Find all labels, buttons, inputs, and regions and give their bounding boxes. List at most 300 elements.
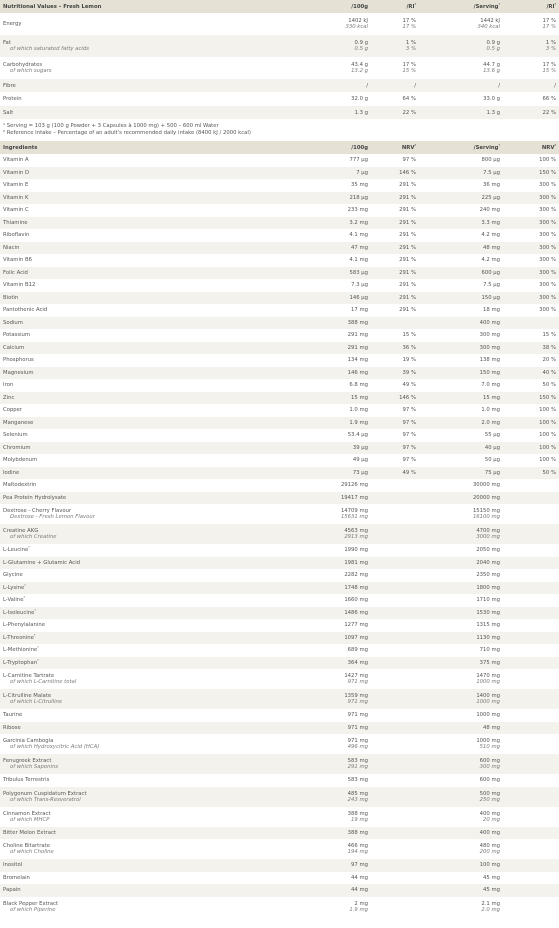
row-label xyxy=(0,329,287,342)
cell-line: Inositol xyxy=(3,862,23,869)
cell-subline: of which sugars xyxy=(10,68,52,74)
cell-line: 22 % xyxy=(542,109,556,116)
cell-line: 7.5 µg xyxy=(483,282,500,289)
row-value xyxy=(419,204,503,217)
row-value xyxy=(503,644,559,657)
row-value xyxy=(287,839,371,859)
row-value xyxy=(419,504,503,524)
row-value xyxy=(503,544,559,557)
cell-subline: 1000 mg xyxy=(476,679,500,685)
row-label xyxy=(0,884,287,897)
row-value xyxy=(503,787,559,807)
cell-line: 388 mg xyxy=(347,319,368,326)
table-row xyxy=(0,839,559,859)
cell-line: 100 % xyxy=(539,444,556,451)
row-value xyxy=(371,242,419,255)
row-value xyxy=(287,217,371,230)
row-value xyxy=(419,657,503,670)
cell-line: 150 % xyxy=(539,394,556,401)
row-value xyxy=(371,317,419,330)
cell-line: Polygonum Cuspidatum Extract xyxy=(3,790,87,797)
cell-line: 300 % xyxy=(539,244,556,251)
row-label xyxy=(0,154,287,167)
cell-line: 375 mg xyxy=(479,659,500,666)
row-value xyxy=(419,217,503,230)
cell-line: Potassium xyxy=(3,332,31,339)
row-value xyxy=(287,57,371,79)
row-label xyxy=(0,217,287,230)
row-label xyxy=(0,689,287,709)
table-row xyxy=(0,454,559,467)
cell-line: Bitter Melon Extract xyxy=(3,829,56,836)
cell-line: 300 % xyxy=(539,182,556,189)
nutrition-body xyxy=(0,13,559,141)
cell-subline: 17 % xyxy=(542,24,556,30)
row-value xyxy=(371,884,419,897)
row-value xyxy=(503,594,559,607)
cell-line: 300 mg xyxy=(479,332,500,339)
row-value xyxy=(371,859,419,872)
table-row xyxy=(0,479,559,492)
row-value xyxy=(287,454,371,467)
row-value xyxy=(371,544,419,557)
row-value xyxy=(371,632,419,645)
cell-line: 32.0 g xyxy=(351,96,368,102)
cell-line: 300 % xyxy=(539,294,556,301)
cell-line: 1.3 g xyxy=(486,109,500,116)
table-row xyxy=(0,154,559,167)
row-label xyxy=(0,827,287,840)
row-value xyxy=(503,379,559,392)
row-value xyxy=(371,644,419,657)
cell-line: 39 µg xyxy=(352,444,368,451)
cell-line: 583 µg xyxy=(349,269,368,276)
row-value xyxy=(419,279,503,292)
row-value xyxy=(371,807,419,827)
row-value xyxy=(419,379,503,392)
row-value xyxy=(503,897,559,917)
row-value xyxy=(503,467,559,480)
row-value xyxy=(287,859,371,872)
row-label xyxy=(0,92,287,106)
row-value xyxy=(287,544,371,557)
cell-line: Ribose xyxy=(3,724,21,731)
cell-subline: 15 % xyxy=(542,68,556,74)
cell-subline: of which L-Carnitine total xyxy=(10,679,77,685)
row-value xyxy=(371,35,419,57)
row-value xyxy=(371,217,419,230)
row-label xyxy=(0,754,287,774)
cell-line: 291 mg xyxy=(347,344,368,351)
cell-line: 1990 mg xyxy=(344,547,368,554)
row-label xyxy=(0,267,287,280)
cell-subline: of which Saponins xyxy=(10,764,59,770)
row-value xyxy=(287,807,371,827)
cell-line: 146 µg xyxy=(349,294,368,301)
cell-line: / xyxy=(414,82,416,89)
row-value xyxy=(371,267,419,280)
row-label xyxy=(0,35,287,57)
cell-line: 600 mg xyxy=(479,758,500,764)
row-value xyxy=(371,594,419,607)
row-value xyxy=(287,267,371,280)
row-value xyxy=(503,607,559,620)
row-value xyxy=(287,504,371,524)
table-row xyxy=(0,734,559,754)
cell-subline: 1000 mg xyxy=(476,699,500,705)
cell-line: 22 % xyxy=(402,109,416,116)
cell-line: 291 % xyxy=(399,194,416,201)
row-value xyxy=(287,897,371,917)
cell-line: 53.4 µg xyxy=(347,432,368,439)
cell-line: 1470 mg xyxy=(476,673,500,679)
row-value xyxy=(419,632,503,645)
table-row xyxy=(0,242,559,255)
table-row xyxy=(0,644,559,657)
row-label xyxy=(0,807,287,827)
row-value xyxy=(287,884,371,897)
cell-line: 138 mg xyxy=(479,357,500,364)
cell-line: Black Pepper Extract xyxy=(3,900,59,907)
row-value xyxy=(419,544,503,557)
cell-line: 500 mg xyxy=(479,790,500,797)
cell-line: 17 mg xyxy=(351,307,368,314)
row-value xyxy=(371,734,419,754)
table-row xyxy=(0,557,559,570)
row-label xyxy=(0,242,287,255)
cell-subline: 250 mg xyxy=(479,796,500,803)
row-value xyxy=(371,229,419,242)
row-value xyxy=(419,192,503,205)
row-value xyxy=(503,492,559,505)
row-value xyxy=(503,669,559,689)
cell-line: Bromelain xyxy=(3,874,30,881)
cell-line: 291 % xyxy=(399,269,416,276)
cell-line: Vitamin A xyxy=(3,157,29,164)
row-value xyxy=(371,722,419,735)
row-value xyxy=(287,569,371,582)
cell-line: Pantothenic Acid xyxy=(3,307,48,314)
row-value xyxy=(287,429,371,442)
cell-line: 583 mg xyxy=(347,758,368,764)
cell-subline: 291 mg xyxy=(347,764,368,770)
row-value xyxy=(419,557,503,570)
row-value xyxy=(503,524,559,544)
cell-line: 710 mg xyxy=(479,647,500,654)
cell-line: Zinc xyxy=(3,394,15,401)
column-header: $/RI^{^2}$ xyxy=(406,2,416,10)
row-value xyxy=(287,417,371,430)
cell-line: 1000 mg xyxy=(476,738,500,744)
cell-subline: 17 % xyxy=(402,24,416,30)
cell-line: L-Glutamine + Glutamic Acid xyxy=(3,559,81,566)
cell-subline: 0.5 g xyxy=(354,46,368,52)
row-value xyxy=(287,379,371,392)
cell-line: 4.1 mg xyxy=(349,257,368,264)
cell-line: L-Lysine$^{^3}$ xyxy=(3,583,26,591)
cell-line: 1442 kJ xyxy=(480,18,500,24)
cell-line: 291 % xyxy=(399,294,416,301)
row-value xyxy=(371,504,419,524)
row-value xyxy=(419,417,503,430)
cell-subline: 13.6 g xyxy=(483,68,500,74)
row-value xyxy=(419,669,503,689)
row-value xyxy=(287,342,371,355)
table-row xyxy=(0,106,559,119)
row-label xyxy=(0,669,287,689)
cell-line: Taurine xyxy=(3,712,23,719)
cell-line: Vitamin B12 xyxy=(3,282,36,289)
cell-line: 33.0 g xyxy=(483,96,500,102)
cell-subline: 15631 mg xyxy=(340,514,368,520)
table-row xyxy=(0,279,559,292)
table-row xyxy=(0,379,559,392)
cell-line: Vitamin D xyxy=(3,169,30,176)
cell-line: Phosphorus xyxy=(3,357,34,364)
row-value xyxy=(371,657,419,670)
row-label xyxy=(0,354,287,367)
row-value xyxy=(503,179,559,192)
table-row xyxy=(0,582,559,595)
row-value xyxy=(503,417,559,430)
row-value xyxy=(503,154,559,167)
cell-line: 2350 mg xyxy=(476,572,500,579)
row-value xyxy=(503,709,559,722)
cell-line: 4563 mg xyxy=(344,528,368,534)
cell-line: 1981 mg xyxy=(344,559,368,566)
row-label xyxy=(0,57,287,79)
cell-line: 50 % xyxy=(542,382,556,389)
cell-line: 19417 mg xyxy=(340,494,368,501)
column-header: /100g xyxy=(351,3,368,10)
row-label xyxy=(0,569,287,582)
cell-line: 45 mg xyxy=(483,887,500,894)
row-value xyxy=(371,79,419,92)
row-value xyxy=(503,619,559,632)
cell-subline: 2913 mg xyxy=(344,534,368,540)
ingredients-table xyxy=(0,141,559,917)
cell-line: 1.0 mg xyxy=(481,407,500,414)
row-value xyxy=(287,392,371,405)
cell-line: 400 mg xyxy=(479,829,500,836)
row-label xyxy=(0,774,287,787)
row-value xyxy=(287,317,371,330)
row-value xyxy=(371,467,419,480)
cell-line: 44 mg xyxy=(351,887,368,894)
cell-line: 971 mg xyxy=(347,712,368,719)
table-row xyxy=(0,392,559,405)
row-value xyxy=(503,429,559,442)
row-value xyxy=(287,467,371,480)
row-value xyxy=(371,204,419,217)
cell-line: 97 % xyxy=(402,457,416,464)
row-value xyxy=(419,179,503,192)
cell-subline: 971 mg xyxy=(347,679,368,685)
cell-line: 300 % xyxy=(539,257,556,264)
cell-line: / xyxy=(366,82,368,89)
cell-line: 97 % xyxy=(402,432,416,439)
cell-line: L-Phenylalanine xyxy=(3,622,45,629)
cell-line: 300 % xyxy=(539,194,556,201)
row-value xyxy=(503,807,559,827)
cell-line: Niacin xyxy=(3,244,20,251)
cell-line: L-Isoleucine$^{^3}$ xyxy=(3,608,36,616)
row-value xyxy=(419,442,503,455)
table-row xyxy=(0,57,559,79)
cell-subline: 510 mg xyxy=(479,744,500,750)
row-value xyxy=(503,57,559,79)
cell-line: 1315 mg xyxy=(476,622,500,629)
cell-line: Manganese xyxy=(3,419,34,426)
cell-line: 300 % xyxy=(539,207,556,214)
cell-subline: of which Choline xyxy=(10,849,54,855)
table-row xyxy=(0,192,559,205)
row-label xyxy=(0,479,287,492)
row-value xyxy=(419,689,503,709)
row-value xyxy=(503,204,559,217)
row-value xyxy=(419,242,503,255)
cell-line: 1.9 mg xyxy=(349,419,368,426)
cell-line: 15 % xyxy=(402,332,416,339)
cell-subline: of which Creatine xyxy=(10,534,57,540)
cell-subline: 16100 mg xyxy=(472,514,500,520)
table-row xyxy=(0,13,559,35)
row-label xyxy=(0,859,287,872)
table-row xyxy=(0,354,559,367)
row-value xyxy=(419,367,503,380)
cell-line: 218 µg xyxy=(349,194,368,201)
cell-line: 971 mg xyxy=(347,724,368,731)
row-value xyxy=(371,787,419,807)
table-row xyxy=(0,404,559,417)
row-value xyxy=(419,454,503,467)
cell-line: Carbohydrates xyxy=(3,62,43,68)
row-label xyxy=(0,417,287,430)
cell-subline: 300 mg xyxy=(479,764,500,770)
row-value xyxy=(287,632,371,645)
cell-line: 97 mg xyxy=(351,862,368,869)
row-value xyxy=(419,774,503,787)
cell-line: 20 % xyxy=(542,357,556,364)
cell-line: 45 mg xyxy=(483,874,500,881)
row-value xyxy=(287,229,371,242)
cell-line: 15 mg xyxy=(351,394,368,401)
table-row xyxy=(0,827,559,840)
row-label xyxy=(0,167,287,180)
cell-line: 19 % xyxy=(402,357,416,364)
row-label xyxy=(0,204,287,217)
cell-line: 1.0 mg xyxy=(349,407,368,414)
cell-line: 1 % xyxy=(405,40,416,46)
row-value xyxy=(503,35,559,57)
row-value xyxy=(503,229,559,242)
row-value xyxy=(371,754,419,774)
row-value xyxy=(287,787,371,807)
row-value xyxy=(503,442,559,455)
row-value xyxy=(419,154,503,167)
cell-line: 134 mg xyxy=(347,357,368,364)
column-header: $/RI^{^2}$ xyxy=(546,2,556,10)
cell-line: 291 % xyxy=(399,244,416,251)
cell-subline: 496 mg xyxy=(347,744,368,750)
row-value xyxy=(419,569,503,582)
row-value xyxy=(371,179,419,192)
cell-line: 75 µg xyxy=(484,469,500,476)
row-value xyxy=(371,417,419,430)
cell-line: L-Valine$^{^3}$ xyxy=(3,596,25,604)
cell-line: 1710 mg xyxy=(476,597,500,604)
cell-line: 150 % xyxy=(539,169,556,176)
cell-subline: 200 mg xyxy=(479,849,500,855)
row-value xyxy=(287,79,371,92)
cell-line: 0.9 g xyxy=(486,40,500,46)
table-row xyxy=(0,897,559,917)
cell-line: Iron xyxy=(3,382,14,389)
cell-line: Selenium xyxy=(3,432,28,439)
row-value xyxy=(419,897,503,917)
row-label xyxy=(0,504,287,524)
cell-line: Salt xyxy=(3,109,14,116)
row-value xyxy=(503,217,559,230)
row-value xyxy=(503,392,559,405)
row-value xyxy=(287,524,371,544)
row-value xyxy=(419,839,503,859)
table-row xyxy=(0,754,559,774)
row-value xyxy=(419,524,503,544)
cell-line: Folic Acid xyxy=(3,269,28,276)
cell-line: Biotin xyxy=(3,294,19,301)
cell-line: 2050 mg xyxy=(476,547,500,554)
row-value xyxy=(503,13,559,35)
row-value xyxy=(503,839,559,859)
row-label xyxy=(0,644,287,657)
cell-line: 1000 mg xyxy=(476,712,500,719)
table-row xyxy=(0,204,559,217)
row-value xyxy=(419,594,503,607)
cell-line: 1660 mg xyxy=(344,597,368,604)
cell-subline: 0.5 g xyxy=(486,46,500,52)
row-value xyxy=(503,367,559,380)
cell-line: 18 mg xyxy=(483,307,500,314)
cell-line: Sodium xyxy=(3,319,23,326)
row-label xyxy=(0,429,287,442)
cell-line: 100 % xyxy=(539,432,556,439)
row-label xyxy=(0,454,287,467)
row-value xyxy=(287,594,371,607)
cell-line: L-Leucine$^{^3}$ xyxy=(3,546,30,554)
table-row xyxy=(0,167,559,180)
cell-line: 30000 mg xyxy=(472,482,500,489)
row-value xyxy=(419,619,503,632)
row-value xyxy=(419,57,503,79)
cell-line: 2.0 mg xyxy=(481,419,500,426)
row-value xyxy=(287,304,371,317)
row-value xyxy=(287,774,371,787)
row-value xyxy=(287,754,371,774)
cell-line: 50 % xyxy=(542,469,556,476)
cell-line: Vitamin C xyxy=(3,207,29,214)
cell-line: Fenugreek Extract xyxy=(3,758,52,764)
cell-subline: 13.2 g xyxy=(351,68,368,74)
row-label xyxy=(0,787,287,807)
cell-line: 0.9 g xyxy=(354,40,368,46)
row-value xyxy=(503,242,559,255)
table-row xyxy=(0,859,559,872)
row-value xyxy=(419,354,503,367)
row-label xyxy=(0,192,287,205)
cell-line: 40 % xyxy=(542,369,556,376)
column-header: /Serving$^{^1}$ xyxy=(473,143,500,151)
